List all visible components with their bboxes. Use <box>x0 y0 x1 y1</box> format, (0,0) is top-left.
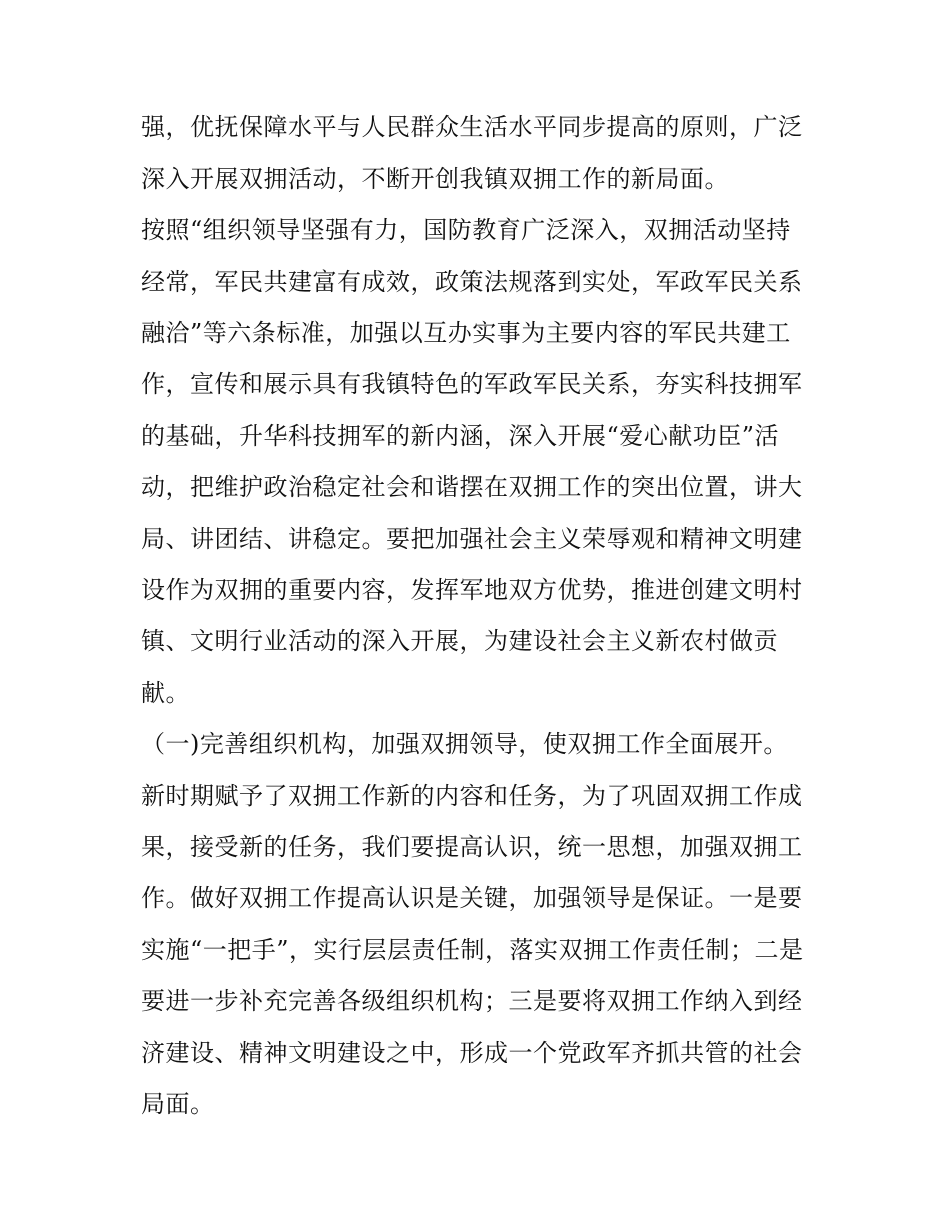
text-line: 深入开展双拥活动，不断开创我镇双拥工作的新局面。 <box>141 165 729 193</box>
text-line: 献。 <box>141 679 190 707</box>
text-line: 按照“组织领导坚强有力，国防教育广泛深入，双拥活动坚持 <box>141 216 791 244</box>
section-heading: （一)完善组织机构，加强双拥领导，使双拥工作全面展开。 <box>141 730 788 758</box>
text-line: 设作为双拥的重要内容，发挥军地双方优势，推进创建文明村 <box>141 576 803 604</box>
text-line: 局、讲团结、讲稳定。要把加强社会主义荣辱观和精神文明建 <box>141 525 803 553</box>
text-line: 实施“一把手”，实行层层责任制，落实双拥工作责任制；二是 <box>141 936 804 964</box>
text-line: 果，接受新的任务，我们要提高认识，统一思想，加强双拥工 <box>141 833 803 861</box>
text-line: 局面。 <box>141 1090 215 1118</box>
text-line: 镇、文明行业活动的深入开展，为建设社会主义新农村做贡 <box>141 627 778 655</box>
text-line: 作。做好双拥工作提高认识是关键，加强领导是保证。一是要 <box>141 884 803 912</box>
text-line: 作，宣传和展示具有我镇特色的军政军民关系，夯实科技拥军 <box>141 370 803 398</box>
text-line: 强，优抚保障水平与人民群众生活水平同步提高的原则，广泛 <box>141 113 803 141</box>
text-line: 动，把维护政治稳定社会和谐摆在双拥工作的突出位置，讲大 <box>141 473 803 501</box>
text-line: 融洽”等六条标准，加强以互办实事为主要内容的军民共建工 <box>141 319 791 347</box>
text-line: 经常，军民共建富有成效，政策法规落到实处，军政军民关系 <box>141 268 803 296</box>
text-line: 的基础，升华科技拥军的新内涵，深入开展“爱心献功臣”活 <box>141 422 780 450</box>
text-line: 新时期赋予了双拥工作新的内容和任务，为了巩固双拥工作成 <box>141 782 803 810</box>
text-line: 要进一步补充完善各级组织机构；三是要将双拥工作纳入到经 <box>141 987 803 1015</box>
text-line: 济建设、精神文明建设之中，形成一个党政军齐抓共管的社会 <box>141 1039 803 1067</box>
